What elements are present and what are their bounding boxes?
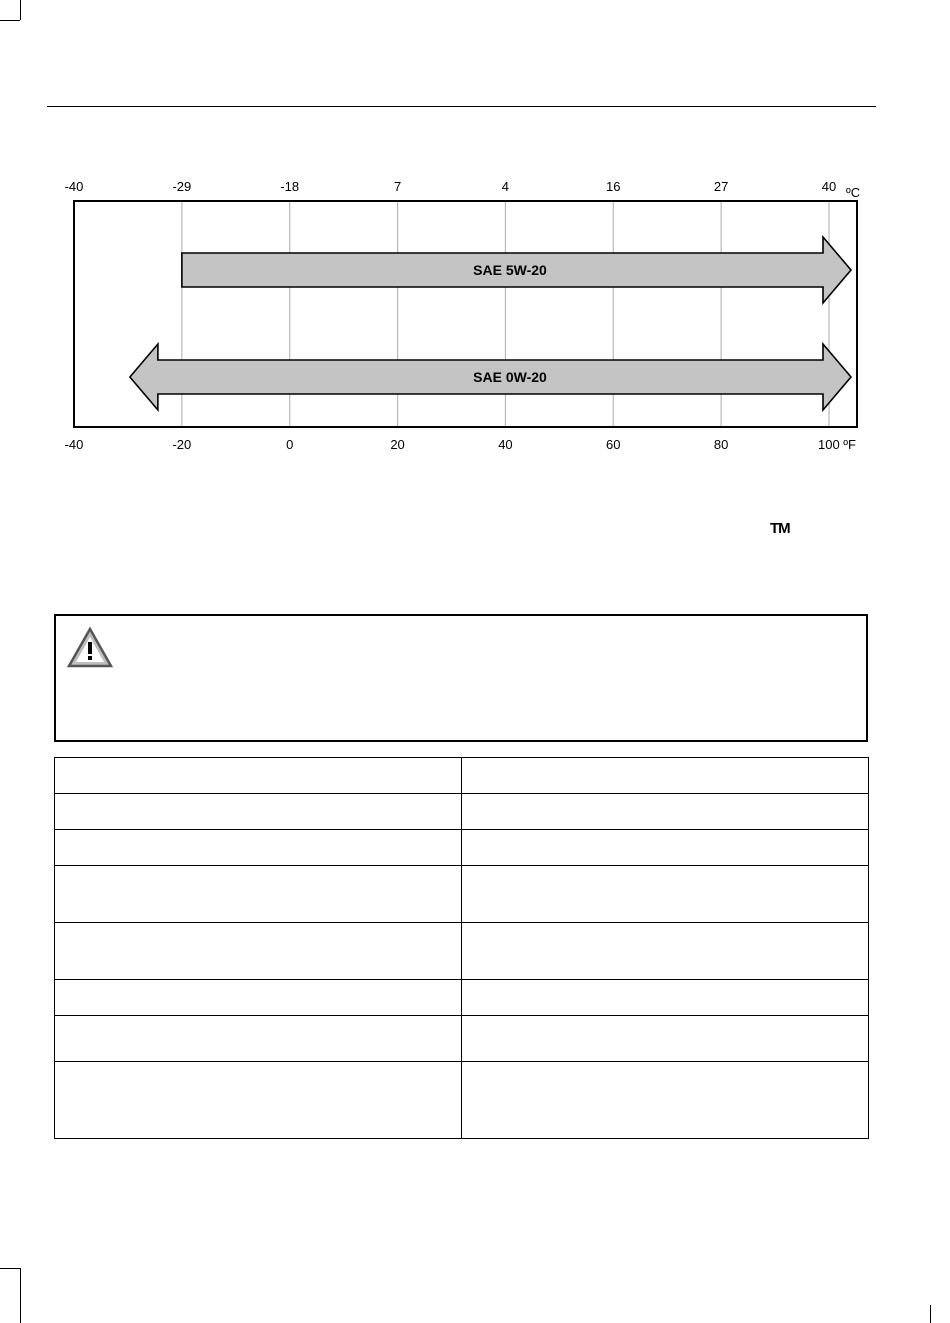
crop-mark	[0, 1268, 20, 1269]
oil-viscosity-chart	[0, 0, 950, 480]
table-cell	[462, 866, 869, 923]
celsius-tick-label: -29	[172, 179, 192, 194]
table-row	[55, 1016, 869, 1062]
table-cell	[55, 1062, 462, 1139]
arrow-label: SAE 5W-20	[473, 262, 547, 278]
table-row	[55, 980, 869, 1016]
arrow-label: SAE 0W-20	[473, 369, 547, 385]
table-cell	[55, 830, 462, 866]
table-cell	[462, 1062, 869, 1139]
table-row	[55, 866, 869, 923]
crop-mark	[20, 1305, 21, 1323]
fahrenheit-tick-label: 80	[713, 437, 729, 452]
warning-box	[54, 614, 868, 742]
table-cell	[462, 980, 869, 1016]
table-cell	[55, 794, 462, 830]
fahrenheit-tick-label: 20	[390, 437, 405, 452]
table-cell	[55, 980, 462, 1016]
celsius-tick-label: 40	[821, 179, 837, 194]
celsius-unit-label: ºC	[846, 185, 861, 200]
fahrenheit-tick-label: -20	[172, 437, 192, 452]
table-cell	[462, 830, 869, 866]
table-row	[55, 923, 869, 980]
trademark-symbol: TM	[770, 520, 790, 537]
warning-triangle-icon	[66, 626, 114, 670]
celsius-tick-label: 27	[713, 179, 729, 194]
celsius-tick-label: 4	[501, 179, 510, 194]
table-row	[55, 758, 869, 794]
table-cell	[55, 866, 462, 923]
fahrenheit-tick-label: 40	[498, 437, 513, 452]
table-cell	[55, 1016, 462, 1062]
celsius-tick-label: 16	[606, 179, 621, 194]
fahrenheit-tick-label: 0	[286, 437, 294, 452]
crop-mark	[930, 1305, 931, 1323]
table-row	[55, 1062, 869, 1139]
table-cell	[55, 758, 462, 794]
table-cell	[462, 923, 869, 980]
table-cell	[462, 794, 869, 830]
table-cell	[462, 758, 869, 794]
spec-table	[54, 757, 869, 1139]
celsius-tick-label: -40	[64, 179, 84, 194]
table-row	[55, 830, 869, 866]
fahrenheit-tick-label: 60	[606, 437, 621, 452]
table-row	[55, 794, 869, 830]
table-cell	[55, 923, 462, 980]
fahrenheit-tick-label: 100 ºF	[818, 437, 856, 452]
celsius-tick-label: 7	[393, 179, 402, 194]
celsius-tick-label: -18	[280, 179, 300, 194]
fahrenheit-tick-label: -40	[64, 437, 84, 452]
table-cell	[462, 1016, 869, 1062]
